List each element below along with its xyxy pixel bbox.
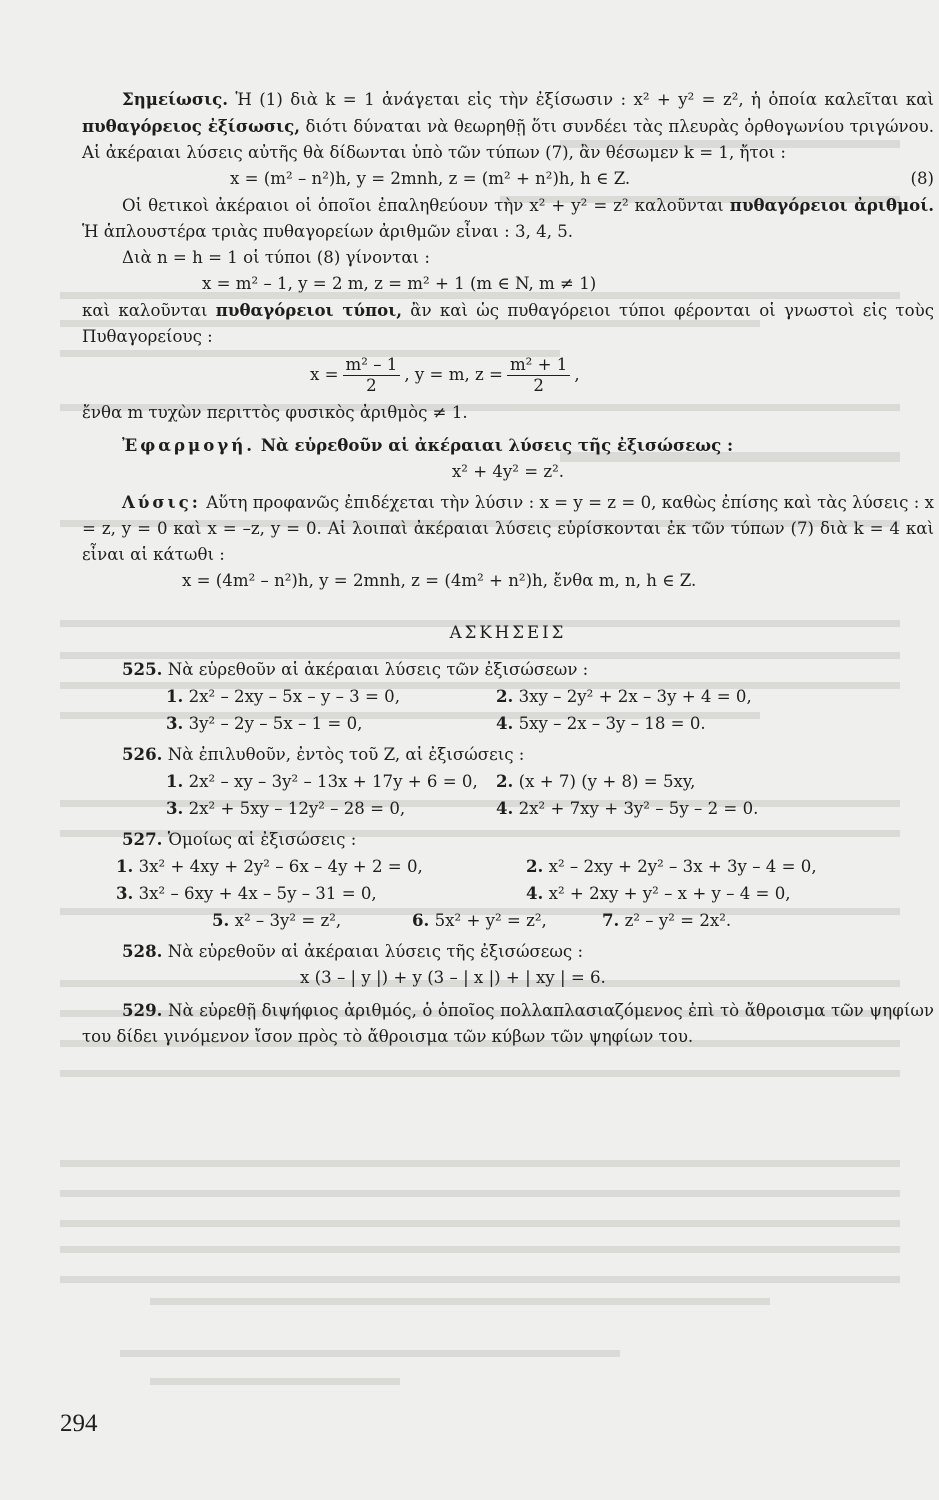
note-term: πυθαγόρειος ἐξίσωσις, [82,116,301,136]
exercise-526-equations [82,768,934,822]
list-item: 7. z² – y² = 2x². [602,910,732,930]
fraction-z-numerator: m² + 1 [507,355,570,376]
fraction-z [507,355,570,396]
main-text [82,86,934,1050]
formulas-text: καὶ καλοῦνται [82,301,216,320]
exercise-528-equation: x (3 – | y |) + y (3 – | x |) + | xy | = 6. [300,968,606,987]
list-item: 2. 3xy – 2y² + 2x – 3y + 4 = 0, [496,686,752,706]
fraction-equation [82,350,934,400]
exercise-528-number: 528. [122,941,163,961]
note-paragraph [82,86,934,166]
fraction-x [343,355,401,396]
list-item: 1. 2x² – xy – 3y² – 13x + 17y + 6 = 0, [166,771,478,791]
fraction-z-denominator: 2 [533,375,544,395]
application-text: Νὰ εὑρεθοῦν αἱ ἀκέραιαι λύσεις τῆς ἐξισώσεως : [255,435,734,455]
fraction-end: , [574,365,580,384]
list-item: 3. 3x² – 6xy + 4x – 5y – 31 = 0, [116,883,377,903]
exercise-527-equations-row3 [82,907,934,934]
triples-term: πυθαγόρειοι ἀριθμοί. [729,195,934,215]
pythagorean-formulas-equation: x = m² – 1, y = 2 m, z = m² + 1 (m ∈ N, m ≠ 1) [202,274,597,293]
exercise-527-equations [82,853,934,907]
list-item: 1. 3x² + 4xy + 2y² – 6x – 4y + 2 = 0, [116,856,423,876]
list-item: 3. 3y² – 2y – 5x – 1 = 0, [166,713,363,733]
triples-text-2: Ἡ ἁπλουστέρα τριὰς πυθαγορείων ἀριθμῶν εἶναι : 3, 4, 5. [82,222,574,241]
n-h-one-line: Διὰ n = h = 1 οἱ τύποι (8) γίνονται : [122,248,430,267]
fraction-x-lhs: x = [310,365,339,384]
note-text-2: διότι δύναται νὰ θεωρηθῇ ὅτι συνδέει τὰς πλευρὰς ὀρθογωνίου τριγώνου. Αἱ ἀκέραιαι λύσεις αὐτῆς θὰ δίδωνται ὑπὸ τῶν τύπων (7), ἂν θέσωμεν k = 1, ἤτοι : [82,117,934,162]
exercise-526-text: Νὰ ἐπιλυθοῦν, ἐντὸς τοῦ Z, αἱ ἐξισώσεις : [162,745,525,764]
list-item: 2. x² – 2xy + 2y² – 3x + 3y – 4 = 0, [526,856,817,876]
list-item: 2. (x + 7) (y + 8) = 5xy, [496,771,696,791]
list-item: 1. 2x² – 2xy – 5x – y – 3 = 0, [166,686,400,706]
triples-text: Οἱ θετικοὶ ἀκέραιοι οἱ ὁποῖοι ἐπαληθεύουν τὴν x² + y² = z² καλοῦνται [122,196,730,215]
fraction-y-part: , y = m, z = [404,365,503,384]
exercise-528-text: Νὰ εὑρεθοῦν αἱ ἀκέραιαι λύσεις τῆς ἐξισώσεως : [162,942,584,961]
exercise-525-equations [82,683,934,737]
exercise-527 [82,826,934,853]
list-item: 4. 2x² + 7xy + 3y² – 5y – 2 = 0. [496,798,759,818]
list-item: 3. 2x² + 5xy – 12y² – 28 = 0, [166,798,406,818]
exercise-526-number: 526. [122,744,163,764]
page-number: 294 [60,1410,98,1437]
application-equation: x² + 4y² = z². [451,462,565,481]
solution-label: Λύσις: [122,492,201,512]
exercise-527-text: Ὁμοίως αἱ ἐξισώσεις : [162,830,357,849]
formulas-text-2: ἂν καὶ ὡς πυθαγόρειοι τύποι φέρονται οἱ γνωστοὶ εἰς τοὺς Πυθαγορείους : [82,301,934,346]
application-paragraph [82,432,934,459]
equation-8-body: x = (m² – n²)h, y = 2mnh, z = (m² + n²)h, h ∈ Z. [230,169,631,188]
m-odd-line: ἔνθα m τυχὼν περιττὸς φυσικὸς ἀριθμὸς ≠ 1. [82,403,468,422]
exercise-526 [82,741,934,768]
note-label: Σημείωσις. [122,89,229,109]
exercise-529-text: Νὰ εὑρεθῇ διψήφιος ἀριθμός, ὁ ὁποῖος πολλαπλασιαζόμενος ἐπὶ τὸ ἄθροισμα τῶν ψηφίων του δίδει γινόμενον ἴσον πρὸς τὸ ἄθροισμα τῶν κύβων τῶν ψηφίων του. [82,1001,934,1046]
exercise-525-number: 525. [122,659,163,679]
fraction-x-denominator: 2 [366,375,377,395]
exercise-525 [82,656,934,683]
pythagorean-formulas-paragraph [82,297,934,350]
exercises-title: ΑΣΚΗΣΕΙΣ [449,623,567,642]
fraction-x-numerator: m² – 1 [343,355,401,376]
note-text: Ἡ (1) διὰ k = 1 ἀνάγεται εἰς τὴν ἐξίσωσιν : x² + y² = z², ἡ ὁποία καλεῖται καὶ [228,90,934,109]
list-item: 4. 5xy – 2x – 3y – 18 = 0. [496,713,706,733]
application-label: Ἐφαρμογή. [122,435,256,455]
exercise-529-number: 529. [122,1000,163,1020]
exercise-527-number: 527. [122,829,163,849]
equation-8 [82,166,934,192]
list-item: 4. x² + 2xy + y² – x + y – 4 = 0, [526,883,791,903]
list-item: 6. 5x² + y² = z², [412,910,547,930]
formulas-term: πυθαγόρειοι τύποι, [215,300,403,320]
list-item: 5. x² – 3y² = z², [212,910,342,930]
solution-text: Αὕτη προφανῶς ἐπιδέχεται τὴν λύσιν : x = y = z = 0, καθὼς ἐπίσης καὶ τὰς λύσεις : x = z, y = 0 καὶ x = –z, y = 0. Αἱ λοιπαὶ ἀκέραιαι λύσεις εὑρίσκονται ἐκ τῶν τύπων (7) διὰ k = 4 καὶ εἶναι αἱ κάτωθι : [82,493,934,564]
solution-equation: x = (4m² – n²)h, y = 2mnh, z = (4m² + n²)h, ἔνθα m, n, h ∈ Z. [182,571,697,590]
exercise-529 [82,997,934,1050]
exercise-528 [82,938,934,965]
exercise-525-text: Νὰ εὑρεθοῦν αἱ ἀκέραιαι λύσεις τῶν ἐξισώσεων : [162,660,589,679]
pythagorean-numbers-paragraph [82,192,934,245]
equation-8-tag: (8) [910,169,934,188]
solution-paragraph [82,489,934,568]
